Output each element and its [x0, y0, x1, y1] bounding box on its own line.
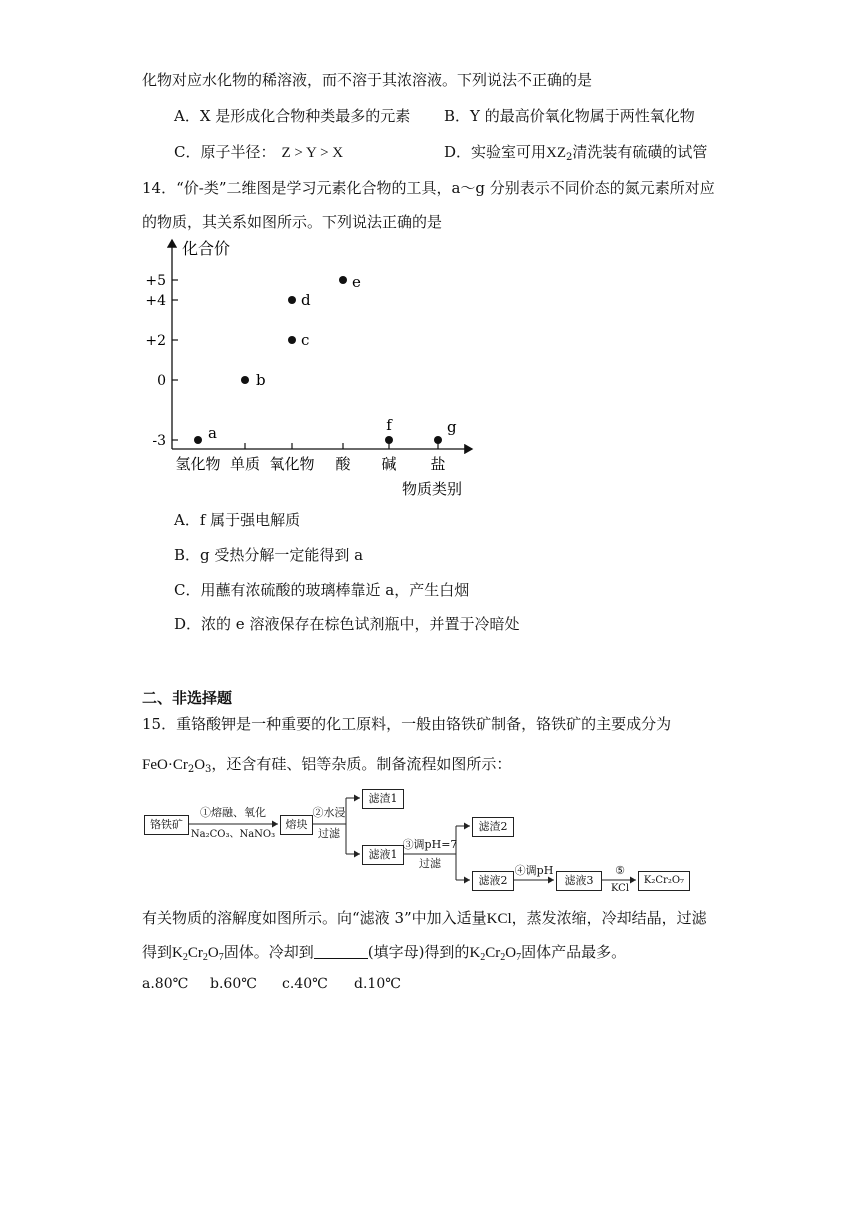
q15-choice-a[interactable]: a.80℃	[142, 976, 189, 992]
point-label-g: g	[447, 418, 457, 436]
flow-filtrate2-box: 滤液2	[472, 871, 514, 891]
q15-formula-k2cr2o7-a: $K_2Cr_2O_7$	[172, 945, 224, 963]
q13-option-d-formula: XZ	[546, 145, 567, 161]
q15-answer-blank[interactable]	[314, 944, 368, 959]
flow-step4-label: ④调pH	[514, 864, 554, 877]
flow-filtrate1-box: 滤液1	[362, 845, 404, 865]
q15-formula-k2cr2o7-b: $K_2Cr_2O_7$	[469, 945, 522, 963]
x-tick-label: 氧化物	[269, 455, 315, 473]
q13-option-c[interactable]	[174, 142, 343, 163]
section-title: 二、非选择题	[142, 689, 233, 707]
flow-step1-bottom: Na₂CO₃、NaNO₃	[190, 829, 276, 840]
q15-text2-a: 得到	[142, 943, 173, 961]
q15-choice-c[interactable]: c.40℃	[282, 976, 328, 992]
flow-step1-top: ①熔融、氧化	[200, 806, 266, 819]
point-label-f: f	[386, 416, 392, 434]
q13-option-a[interactable]: A．X 是形成化合物种类最多的元素	[174, 107, 411, 125]
q13-option-d-suffix: 清洗装有硫磺的试管	[572, 143, 708, 161]
flow-ore-box: 铬铁矿	[144, 815, 189, 835]
flow-product-box: K₂Cr₂O₇	[638, 871, 690, 891]
flow-step2-top: ②水浸	[312, 806, 346, 819]
flow-filtrate3-box: 滤液3	[556, 871, 602, 891]
x-tick-label: 单质	[229, 455, 261, 473]
x-tick-label: 碱	[381, 455, 397, 473]
q13-option-d[interactable]	[444, 142, 707, 163]
x-axis-label: 物质类别	[402, 480, 463, 498]
flow-step3-bottom: 过滤	[419, 857, 441, 870]
q15-text1-a: 有关物质的溶解度如图所示。向“滤液 3”中加入适量	[142, 909, 487, 927]
point-e	[339, 276, 347, 284]
q15-text-line2	[142, 942, 626, 963]
y-tick-label: +5	[145, 273, 166, 289]
q13-option-c-prefix: C．原子半径：	[174, 143, 276, 161]
flow-residue1-box: 滤渣1	[362, 789, 404, 809]
point-a	[194, 436, 202, 444]
point-b	[241, 376, 249, 384]
flow-step2-bottom: 过滤	[318, 827, 340, 840]
x-tick-label: 氢化物	[175, 455, 221, 473]
q15-text2-b: 固体。冷却到	[223, 943, 314, 961]
q14-option-a[interactable]: A．f 属于强电解质	[174, 511, 301, 529]
q15-stem-line2-rest: ，还含有硅、铝等杂质。制备流程如图所示：	[211, 755, 512, 773]
q15-formula-sub3: 3	[205, 764, 212, 775]
x-tick-label: 盐	[430, 455, 446, 473]
q15-formula-sub2: 2	[187, 764, 195, 775]
q15-formula-feo: FeO·Cr	[142, 757, 188, 773]
point-label-c: c	[301, 331, 310, 349]
point-g	[434, 436, 442, 444]
y-tick-label: +2	[145, 333, 166, 349]
flow-step3-top: ③调pH=7	[402, 838, 458, 851]
y-tick-label: 0	[157, 373, 166, 389]
point-d	[288, 296, 296, 304]
q15-choices	[142, 974, 401, 994]
point-label-a: a	[208, 424, 217, 442]
y-tick-label: +4	[145, 293, 166, 309]
q15-choice-b[interactable]: b.60℃	[210, 976, 257, 992]
valence-category-chart	[140, 232, 490, 504]
q14-option-c[interactable]: C．用蘸有浓硫酸的玻璃棒靠近 a，产生白烟	[174, 581, 470, 599]
q15-stem-line1: 15．重铬酸钾是一种重要的化工原料，一般由铬铁矿制备，铬铁矿的主要成分为	[142, 715, 672, 733]
y-axis-label: 化合价	[182, 239, 231, 258]
flow-melt-box: 熔块	[280, 815, 313, 835]
q13-option-d-sub: 2	[566, 152, 573, 163]
flow-residue2-box: 滤渣2	[472, 817, 514, 837]
point-label-e: e	[352, 273, 361, 291]
q14-option-b[interactable]: B．g 受热分解一定能得到 a	[174, 546, 364, 564]
point-label-d: d	[301, 291, 311, 309]
q13-stem-tail: 化物对应水化物的稀溶液，而不溶于其浓溶液。下列说法不正确的是	[142, 71, 593, 89]
q13-option-b[interactable]: B．Y 的最高价氧化物属于两性氧化物	[444, 107, 695, 125]
x-tick-label: 酸	[335, 455, 351, 473]
q13-option-c-expr: Z > Y > X	[281, 145, 344, 161]
q15-text1-kcl: KCl	[486, 911, 512, 927]
flow-step5-bottom: KCl	[610, 883, 630, 894]
q15-stem-line2	[142, 754, 511, 775]
q15-text1-b: ，蒸发浓缩，冷却结晶，过滤	[511, 909, 707, 927]
q15-text2-c: (填字母)得到的	[367, 943, 470, 961]
y-tick-label: -3	[152, 433, 166, 449]
q15-text-line1	[142, 908, 707, 929]
q15-text2-d: 固体产品最多。	[521, 943, 627, 961]
q15-choice-d[interactable]: d.10℃	[354, 976, 401, 992]
q14-stem-line2: 的物质，其关系如图所示。下列说法正确的是	[142, 213, 443, 231]
point-label-b: b	[256, 371, 266, 389]
q15-formula-o: O	[194, 757, 206, 773]
q14-option-d[interactable]: D．浓的 e 溶液保存在棕色试剂瓶中，并置于冷暗处	[174, 615, 520, 633]
flow-diagram	[144, 784, 694, 896]
point-f	[385, 436, 393, 444]
q14-stem-line1: 14．“价-类”二维图是学习元素化合物的工具，a～g 分别表示不同价态的氮元素所对应	[142, 179, 715, 197]
point-c	[288, 336, 296, 344]
q13-option-d-prefix: D．实验室可用	[444, 143, 547, 161]
flow-step5-top: ⑤	[615, 864, 625, 877]
